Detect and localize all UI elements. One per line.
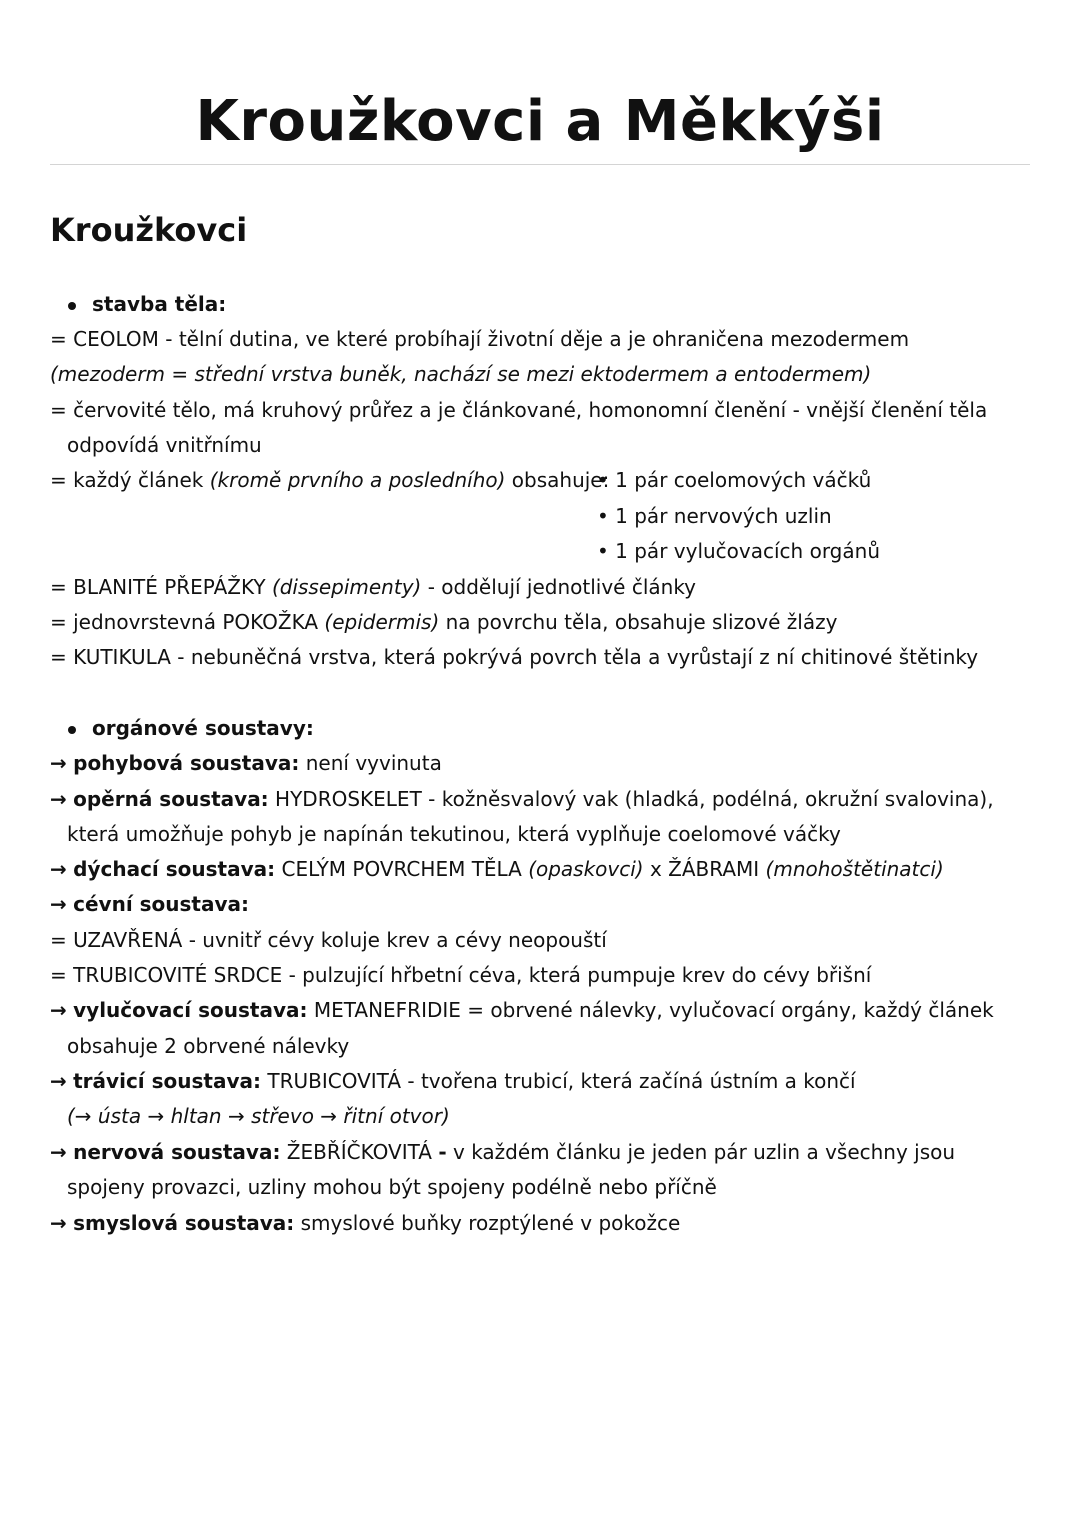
stavba-line xyxy=(50,570,696,605)
organ-label: nervová soustava: xyxy=(73,1140,281,1164)
bullet-stavba xyxy=(68,287,226,322)
organ-label: opěrná soustava: xyxy=(73,787,269,811)
arrow-icon: → xyxy=(50,998,67,1022)
text-run: = každý článek xyxy=(50,468,210,492)
text-run: na povrchu těla, obsahuje slizové žlázy xyxy=(439,610,838,634)
organ-label: cévní soustava: xyxy=(73,892,250,916)
organ-line xyxy=(50,746,442,781)
text-run: = BLANITÉ PŘEPÁŽKY xyxy=(50,575,272,599)
organ-line xyxy=(50,1064,856,1099)
organ-label: smyslová soustava: xyxy=(73,1211,295,1235)
bullet-dot xyxy=(68,726,76,734)
text-run: x ŽÁBRAMI xyxy=(643,857,766,881)
arrow-icon: → xyxy=(50,1069,67,1093)
organ-line-cont: spojeny provazci, uzliny mohou být spojeny podélně nebo příčně xyxy=(67,1175,717,1199)
organ-label: vylučovací soustava: xyxy=(73,998,308,1022)
stavba-line xyxy=(50,605,837,640)
bullet-organy xyxy=(68,711,314,746)
text-run: HYDROSKELET - kožněsvalový vak (hladká, podélná, okružní svalovina), xyxy=(268,787,994,811)
page-title: Kroužkovci a Měkkýši xyxy=(195,89,885,154)
text-run: METANEFRIDIE = obrvené nálevky, vylučovací orgány, každý článek xyxy=(307,998,994,1022)
sub-item: • 1 pár coelomových váčků xyxy=(597,468,872,492)
italic-run: (mnohoštětinatci) xyxy=(765,857,944,881)
organ-label: dýchací soustava: xyxy=(73,857,276,881)
text-run: = jednovrstevná POKOŽKA xyxy=(50,610,325,634)
stavba-line: = červovité tělo, má kruhový průřez a je článkované, homonomní členění - vnější členění těla xyxy=(50,398,988,422)
text-run: obsahuje: xyxy=(505,468,610,492)
section-heading: Kroužkovci xyxy=(50,211,248,249)
bullet-heading: stavba těla: xyxy=(92,292,227,316)
arrow-icon: → xyxy=(50,892,67,916)
arrow-icon: → xyxy=(50,1140,67,1164)
text-run: není vyvinuta xyxy=(299,751,442,775)
title-divider xyxy=(50,164,1030,165)
arrow-icon: → xyxy=(50,1211,67,1235)
italic-run: (dissepimenty) xyxy=(271,575,422,599)
organ-line xyxy=(50,852,944,887)
stavba-line: = CEOLOM - tělní dutina, ve které probíhají životní děje a je ohraničena mezodermem xyxy=(50,327,910,351)
arrow-icon: → xyxy=(50,751,67,775)
text-run: v každém článku je jeden pár uzlin a všechny jsou xyxy=(446,1140,956,1164)
sub-item: • 1 pár vylučovacích orgánů xyxy=(597,539,880,563)
text-run: - oddělují jednotlivé články xyxy=(421,575,697,599)
organ-line-cont: která umožňuje pohyb je napínán tekutinou, která vyplňuje coelomové váčky xyxy=(67,822,841,846)
organ-label: trávicí soustava: xyxy=(73,1069,261,1093)
stavba-note xyxy=(50,357,871,392)
italic-run: (→ ústa → hltan → střevo → řitní otvor) xyxy=(67,1104,450,1128)
text-run: ŽEBŘÍČKOVITÁ xyxy=(280,1140,439,1164)
arrow-icon: → xyxy=(50,857,67,881)
organ-label: pohybová soustava: xyxy=(73,751,300,775)
organ-detail: = TRUBICOVITÉ SRDCE - pulzující hřbetní céva, která pumpuje krev do cévy břišní xyxy=(50,963,872,987)
sub-item: • 1 pár nervových uzlin xyxy=(597,504,832,528)
note-text: (mezoderm = střední vrstva buněk, nachází se mezi ektodermem a entodermem) xyxy=(50,362,872,386)
organ-detail: = UZAVŘENÁ - uvnitř cévy koluje krev a cévy neopouští xyxy=(50,928,607,952)
bullet-dot xyxy=(68,302,76,310)
stavba-line xyxy=(50,463,609,498)
dash: - xyxy=(438,1140,447,1164)
bullet-heading: orgánové soustavy: xyxy=(92,716,314,740)
organ-line xyxy=(50,887,249,922)
text-run: TRUBICOVITÁ - tvořena trubicí, která začíná ústním a končí xyxy=(261,1069,856,1093)
organ-line-cont xyxy=(67,1099,450,1134)
organ-line xyxy=(50,1206,680,1241)
stavba-line-cont: odpovídá vnitřnímu xyxy=(67,433,262,457)
organ-line xyxy=(50,782,994,817)
arrow-icon: → xyxy=(50,787,67,811)
text-run: CELÝM POVRCHEM TĚLA xyxy=(275,857,529,881)
text-run: smyslové buňky rozptýlené v pokožce xyxy=(294,1211,681,1235)
italic-run: (epidermis) xyxy=(324,610,440,634)
organ-line-cont: obsahuje 2 obrvené nálevky xyxy=(67,1034,350,1058)
italic-run: (opaskovci) xyxy=(528,857,644,881)
stavba-line: = KUTIKULA - nebuněčná vrstva, která pokrývá povrch těla a vyrůstají z ní chitinové štětinky xyxy=(50,645,979,669)
italic-run: (kromě prvního a posledního) xyxy=(209,468,506,492)
organ-line xyxy=(50,1135,955,1170)
organ-line xyxy=(50,993,994,1028)
